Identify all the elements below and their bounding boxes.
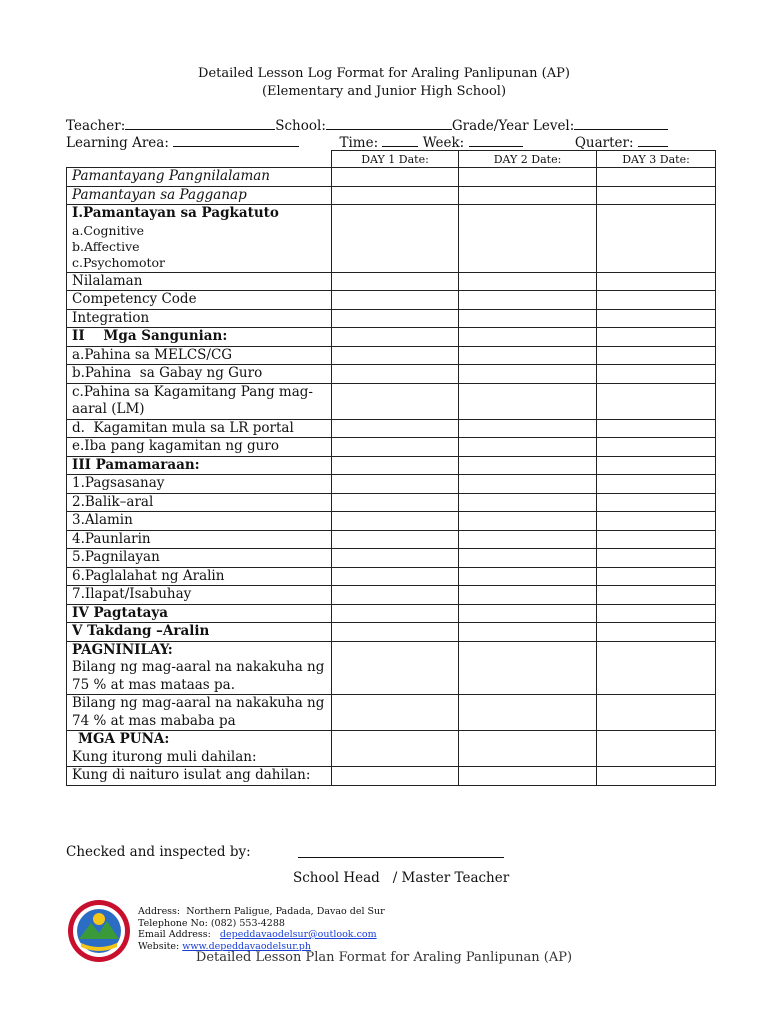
row-label: a.Pahina sa MELCS/CG: [67, 346, 332, 365]
row-label-group: [67, 641, 332, 695]
row-label: e.Iba pang kagamitan ng guro: [67, 438, 332, 457]
table-row: [67, 346, 716, 365]
learning-area-field[interactable]: [173, 134, 299, 147]
time-field[interactable]: [382, 134, 418, 147]
row-label: Pamantayan sa Pagganap: [67, 186, 332, 205]
day3-header: DAY 3 Date:: [597, 151, 716, 168]
document-title: Detailed Lesson Log Format for Araling Panlipunan (AP): [198, 66, 570, 81]
row-label: 3.Alamin: [67, 512, 332, 531]
row-label: Pamantayang Pangnilalaman: [67, 168, 332, 187]
table-row: [67, 695, 716, 731]
section-heading: V Takdang –Aralin: [67, 623, 332, 642]
section-heading: III Pamamaraan:: [67, 456, 332, 475]
table-row: [67, 493, 716, 512]
row-label: c.Pahina sa Kagamitang Pang mag-aaral (LM): [67, 383, 332, 419]
quarter-field[interactable]: [638, 134, 668, 147]
section-heading: II Mga Sangunian:: [67, 328, 332, 347]
table-row: [67, 205, 716, 273]
table-row: [67, 365, 716, 384]
school-field[interactable]: [326, 117, 452, 130]
header-row-2: [66, 134, 668, 151]
row-label-group: [67, 205, 332, 273]
row-label: 5.Pagnilayan: [67, 549, 332, 568]
signatory-title: School Head / Master Teacher: [293, 870, 510, 886]
next-page-title-fragment: Detailed Lesson Plan Format for Araling Panlipunan (AP): [195, 950, 573, 965]
row-label: d. Kagamitan mula sa LR portal: [67, 419, 332, 438]
row-label: Competency Code: [67, 291, 332, 310]
email-line: Email Address: depeddavaodelsur@outlook.com: [138, 929, 377, 940]
grade-label: Grade/Year Level:: [451, 118, 575, 134]
row-label: 7.Ilapat/Isabuhay: [67, 586, 332, 605]
table-row: [67, 623, 716, 642]
table-row: [67, 530, 716, 549]
table-row: [67, 456, 716, 475]
row-label: Bilang ng mag-aaral na nakakuha ng 75 % at mas mataas pa.: [72, 659, 325, 693]
table-row: [67, 767, 716, 786]
row-label: Bilang ng mag-aaral na nakakuha ng 74 % at mas mababa pa: [67, 695, 332, 731]
checked-by-label: Checked and inspected by:: [66, 844, 251, 860]
table-row: [67, 475, 716, 494]
table-row: [67, 438, 716, 457]
table-row: [67, 512, 716, 531]
table-row: [67, 168, 716, 187]
row-label-group: [67, 731, 332, 767]
lesson-log-table: [66, 150, 716, 786]
section-heading: IV Pagtataya: [67, 604, 332, 623]
table-row: [67, 604, 716, 623]
address-line: Address: Northern Paligue, Padada, Davao del Sur: [138, 906, 385, 917]
table-row: [67, 567, 716, 586]
table-row: [67, 549, 716, 568]
learning-area-label: Learning Area:: [66, 135, 169, 151]
section-heading: PAGNINILAY:: [72, 641, 173, 658]
header-row-1: [66, 117, 668, 134]
table-row: [67, 383, 716, 419]
teacher-field[interactable]: [125, 117, 275, 130]
table-row: [67, 328, 716, 347]
table-row: [67, 309, 716, 328]
website-link[interactable]: www.depeddavaodelsur.ph: [182, 940, 312, 952]
website-line: Website: www.depeddavaodelsur.ph: [138, 940, 312, 952]
table-row: [67, 731, 716, 767]
row-label: b.Pahina sa Gabay ng Guro: [67, 365, 332, 384]
week-field[interactable]: [469, 134, 523, 147]
row-label: 4.Paunlarin: [67, 530, 332, 549]
table-row: [67, 272, 716, 291]
table-row: [67, 641, 716, 695]
signature-line[interactable]: [298, 857, 504, 858]
table-row: [67, 419, 716, 438]
day2-header: DAY 2 Date:: [459, 151, 597, 168]
row-sublabel: b.Affective: [72, 238, 140, 254]
row-label: Kung di naituro isulat ang dahilan:: [67, 767, 332, 786]
week-label: Week:: [422, 135, 465, 151]
contact-block: [138, 906, 385, 952]
day1-header: DAY 1 Date:: [332, 151, 459, 168]
table-header-row: [67, 151, 716, 168]
table-row: [67, 186, 716, 205]
grade-field[interactable]: [574, 117, 668, 130]
section-heading: MGA PUNA:: [78, 731, 170, 747]
row-label: Nilalaman: [67, 272, 332, 291]
row-label: Integration: [67, 309, 332, 328]
row-label: 2.Balik–aral: [67, 493, 332, 512]
table-row: [67, 291, 716, 310]
row-sublabel: a.Cognitive: [72, 222, 145, 238]
row-label: 6.Paglalahat ng Aralin: [67, 567, 332, 586]
quarter-label: Quarter:: [574, 135, 634, 151]
document-subtitle: (Elementary and Junior High School): [261, 84, 507, 99]
row-sublabel: c.Psychomotor: [72, 254, 166, 270]
school-label: School:: [275, 118, 326, 134]
teacher-label: Teacher:: [66, 118, 126, 134]
email-link[interactable]: depeddavaodelsur@outlook.com: [219, 929, 377, 940]
row-label: 1.Pagsasanay: [67, 475, 332, 494]
section-heading: I.Pamantayan sa Pagkatuto: [72, 205, 279, 221]
table-row: [67, 586, 716, 605]
blank-header-cell: [67, 151, 332, 168]
time-label: Time:: [339, 135, 379, 151]
row-label: Kung iturong muli dahilan:: [72, 748, 257, 765]
phone-line: Telephone No: (082) 553-4288: [138, 917, 285, 929]
